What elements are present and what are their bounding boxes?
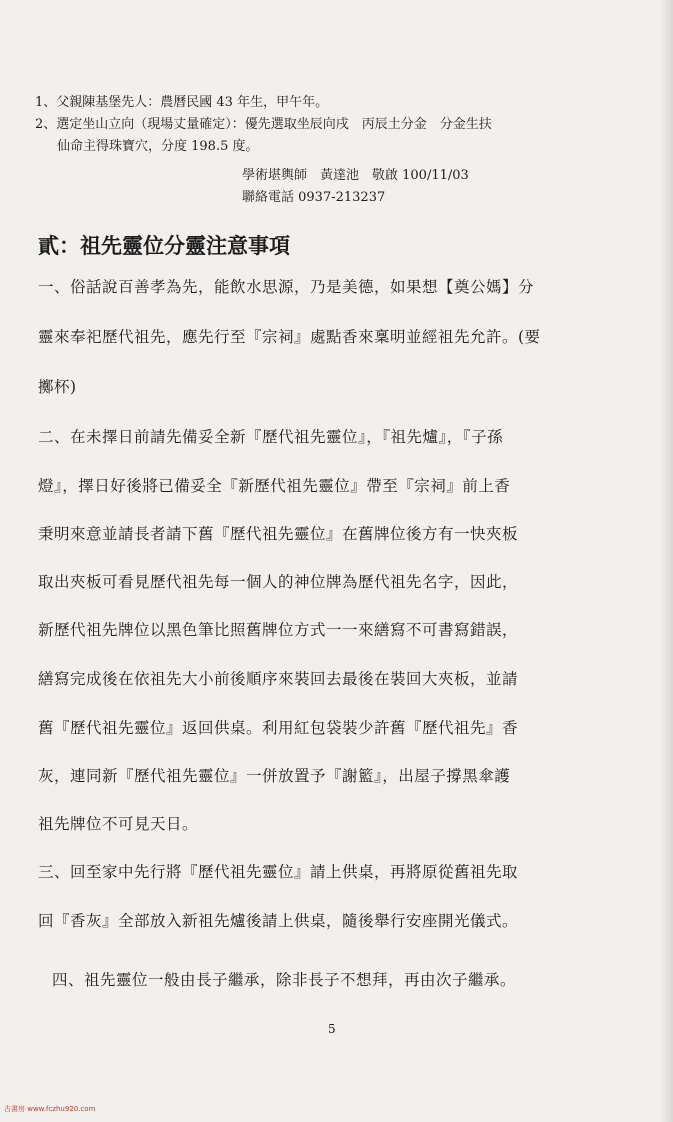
body-line: 新歷代祖先牌位以黑色筆比照舊牌位方式一一來繕寫不可書寫錯誤， [38,621,519,639]
scan-edge-shadow [661,0,673,1122]
note-line-3: 仙命主得珠寶穴，分度 198.5 度。 [57,139,259,154]
body-line: 祖先牌位不可見天日。 [38,815,199,833]
body-line: 靈來奉祀歷代祖先，應先行至『宗祠』處點香來稟明並經祖先允許。(要 [38,328,541,346]
body-line: 燈』，擇日好後將已備妥全『新歷代祖先靈位』帶至『宗祠』前上香 [38,477,511,495]
body-line: 一、俗話說百善孝為先，能飲水思源，乃是美德，如果想【奠公媽】分 [38,278,535,296]
notes-section [35,92,635,158]
body-line: 擲杯) [38,378,77,396]
signature-phone: 聯絡電話 0937-213237 [242,190,386,205]
body-line: 秉明來意並請長者請下舊『歷代祖先靈位』在舊牌位後方有一快夾板 [38,525,519,543]
note-line-2: 2、選定坐山立向（現場丈量確定）：優先選取坐辰向戌 丙辰土分金 分金生扶 [35,117,492,132]
body-line: 灰，連同新『歷代祖先靈位』一併放置予『謝籃』，出屋子撐黑傘護 [38,767,511,785]
body-line: 二、在未擇日前請先備妥全新『歷代祖先靈位』，『祖先爐』，『子孫 [38,428,504,446]
signature-name: 學術堪輿師 黃達池 敬啟 100/11/03 [242,168,469,183]
page-number: 5 [328,1022,336,1036]
body-line: 取出夾板可看見歷代祖先每一個人的神位牌為歷代祖先名字，因此， [38,573,519,591]
body-line: 舊『歷代祖先靈位』返回供桌。利用紅包袋裝少許舊『歷代祖先』香 [38,719,519,737]
body-line: 三、回至家中先行將『歷代祖先靈位』請上供桌，再將原從舊祖先取 [38,863,519,881]
body-line: 回『香灰』全部放入新祖先爐後請上供桌，隨後舉行安座開光儀式。 [38,912,519,930]
note-line-1: 1、父親陳基堡先人：農曆民國 43 年生，甲午年。 [35,95,329,110]
watermark-text: 古書房 www.fczhu920.com [4,1105,96,1113]
signature-block [242,165,469,209]
body-line: 四、祖先靈位一般由長子繼承，除非長子不想拜，再由次子繼承。 [52,971,517,989]
section-heading: 貳：祖先靈位分靈注意事項 [38,233,290,258]
body-line: 繕寫完成後在依祖先大小前後順序來裝回去最後在裝回大夾板，並請 [38,670,519,688]
